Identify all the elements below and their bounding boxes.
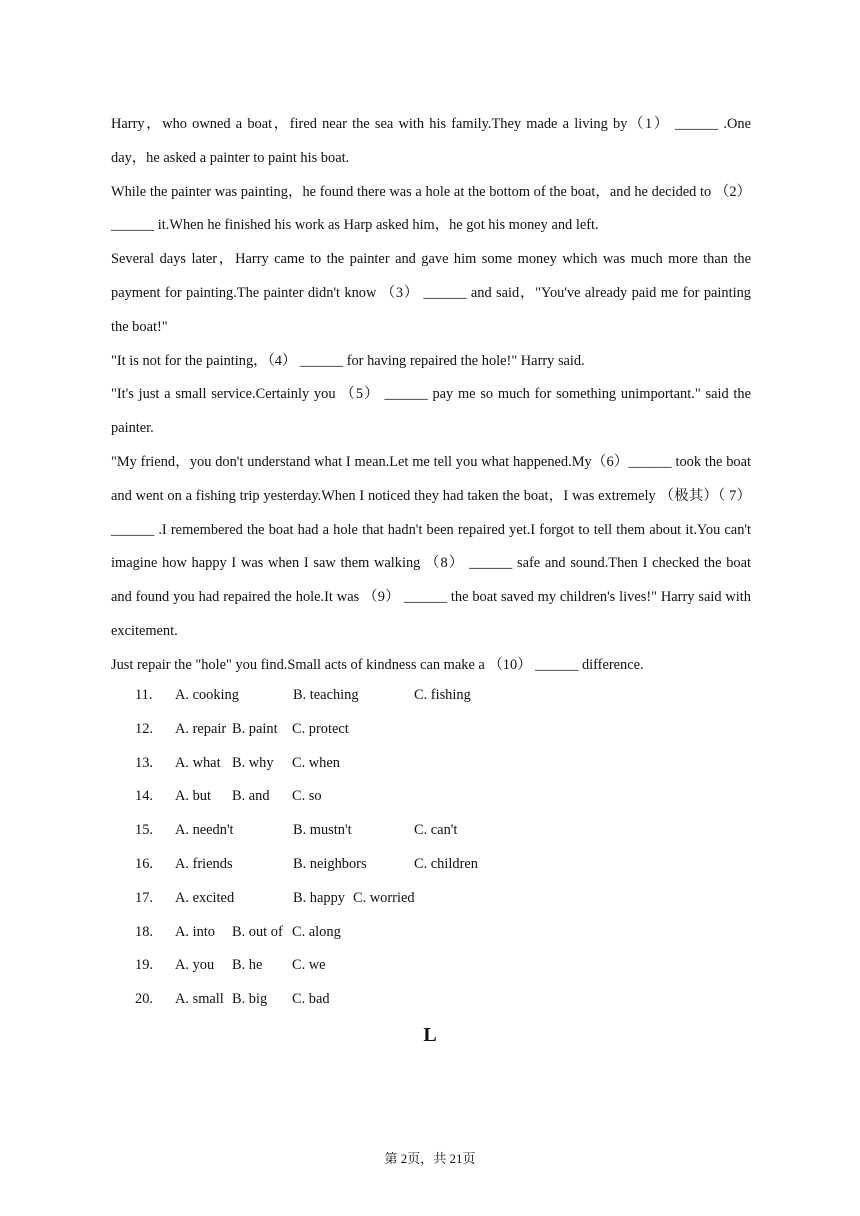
option-a: A. small: [175, 991, 224, 1008]
question-number: 15.: [135, 822, 153, 839]
option-b: B. teaching: [293, 687, 359, 703]
question-number: 17.: [135, 889, 153, 906]
option-c: C. when: [292, 754, 340, 771]
option-b: B. he: [232, 957, 263, 974]
option-a: A. friends: [175, 855, 233, 872]
passage-paragraph: Several days later，Harry came to the painter and gave him some money which was much more than the payment for painting.The painter didn't know （3） ______ and said，"You've already paid me for painting the boat!": [111, 251, 751, 335]
option-b: B. neighbors: [293, 855, 367, 872]
question-number: 20.: [135, 991, 153, 1008]
option-c: C. we: [292, 957, 326, 974]
option-b: B. out of: [232, 923, 283, 940]
option-b: B. why: [232, 754, 274, 771]
option-a: A. needn't: [175, 822, 234, 839]
question-number: 12.: [135, 720, 153, 737]
question-number: 18.: [135, 923, 153, 940]
option-c: C. worried: [353, 889, 415, 906]
option-b: B. and: [232, 788, 270, 805]
passage-paragraph: Harry，who owned a boat，fired near the sea with his family.They made a living by（1） ______ .One day，he asked a painter to paint his boat.: [111, 116, 751, 166]
option-c: C. fishing: [414, 687, 471, 703]
option-a: A. repair: [175, 720, 227, 737]
option-c: C. bad: [292, 991, 330, 1008]
passage-paragraph: "My friend，you don't understand what I mean.Let me tell you what happened.My（6）______ took the boat and went on a fishing trip yesterday.When I noticed they had taken the boat，I was extremely （极其）（ 7） ______ .I remembered the boat had a hole that hadn't been repaired yet.I forgot to tell them about it.You can't imagine how happy I was when I saw them walking （8） ______ safe and sound.Then I checked the boat and found you had repaired the hole.It was （9） ______ the boat saved my children's lives!" Harry said with excitement.: [111, 453, 751, 639]
option-a: A. what: [175, 754, 221, 771]
option-b: B. paint: [232, 720, 278, 737]
option-c: C. so: [292, 788, 322, 805]
section-letter: L: [423, 1024, 437, 1046]
passage-paragraph: Just repair the "hole" you find.Small acts of kindness can make a （10） ______ difference.: [111, 656, 644, 673]
passage-paragraph: "It is not for the painting，（4） ______ for having repaired the hole!" Harry said.: [111, 352, 585, 369]
passage-paragraph: While the painter was painting，he found there was a hole at the bottom of the boat，and he decided to （2） ______ it.When he finished his work as Harp asked him，he got his money and left.: [111, 183, 751, 234]
option-b: B. happy: [293, 889, 345, 906]
question-number: 14.: [135, 788, 153, 805]
question-number: 13.: [135, 754, 153, 771]
cloze-passage: [111, 108, 751, 683]
option-b: B. mustn't: [293, 822, 352, 839]
option-a: A. you: [175, 957, 215, 974]
option-c: C. can't: [414, 822, 458, 839]
option-a: A. cooking: [175, 687, 239, 703]
option-c: C. protect: [292, 720, 349, 737]
option-a: A. but: [175, 788, 211, 805]
option-b: B. big: [232, 991, 268, 1008]
option-c: C. along: [292, 923, 341, 940]
question-number: 16.: [135, 855, 153, 872]
question-number: 11.: [135, 687, 153, 703]
question-number: 19.: [135, 957, 153, 974]
passage-paragraph: "It's just a small service.Certainly you （5） ______ pay me so much for something unimportant." said the painter.: [111, 386, 751, 437]
option-a: A. into: [175, 923, 215, 940]
page-footer: 第 2页，共 21页: [384, 1151, 476, 1166]
option-c: C. children: [414, 855, 478, 872]
option-a: A. excited: [175, 889, 235, 906]
